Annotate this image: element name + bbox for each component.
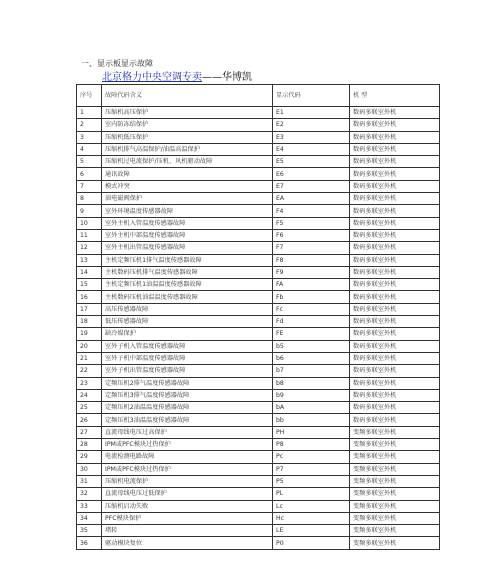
cell-meaning: 定频压机3排气温度传感器故障 bbox=[102, 389, 273, 401]
table-row bbox=[77, 291, 440, 303]
cell-display-code: P8 bbox=[273, 439, 350, 451]
cell-display-code: F8 bbox=[273, 254, 350, 266]
cell-display-code: PH bbox=[273, 426, 350, 438]
cell-index: 9 bbox=[77, 205, 102, 217]
table-row bbox=[77, 500, 440, 512]
cell-meaning: 主机定频压机1油温温度传感器故障 bbox=[102, 279, 273, 291]
cell-display-code: Fb bbox=[273, 291, 350, 303]
cell-index: 6 bbox=[77, 168, 102, 180]
cell-model: 变频多联室外机 bbox=[350, 537, 440, 549]
cell-display-code: P0 bbox=[273, 537, 350, 549]
cell-model: 数码多联室外机 bbox=[350, 205, 440, 217]
cell-meaning: 驱动模块复位 bbox=[102, 537, 273, 549]
table-row bbox=[77, 340, 440, 352]
cell-display-code: E7 bbox=[273, 180, 350, 192]
cell-index: 11 bbox=[77, 229, 102, 241]
cell-meaning: 室外环境温度传感器故障 bbox=[102, 205, 273, 217]
table-row bbox=[77, 217, 440, 229]
cell-display-code: b6 bbox=[273, 352, 350, 364]
cell-index: 13 bbox=[77, 254, 102, 266]
cell-index: 30 bbox=[77, 463, 102, 475]
cell-meaning: 直流母线电压过高保护 bbox=[102, 426, 273, 438]
cell-model: 数码多联室外机 bbox=[350, 340, 440, 352]
cell-index: 8 bbox=[77, 193, 102, 205]
cell-index: 29 bbox=[77, 451, 102, 463]
cell-index: 33 bbox=[77, 500, 102, 512]
author-name: ——华博凯 bbox=[202, 72, 252, 83]
cell-model: 数码多联室外机 bbox=[350, 180, 440, 192]
cell-meaning: 压缩机高压保护 bbox=[102, 107, 273, 119]
cell-meaning: 室外主机入管温度传感器故障 bbox=[102, 217, 273, 229]
cell-model: 变频多联室外机 bbox=[350, 488, 440, 500]
cell-meaning: 低压传感器故障 bbox=[102, 316, 273, 328]
cell-model: 数码多联室外机 bbox=[350, 303, 440, 315]
cell-meaning: 压缩机启动失败 bbox=[102, 500, 273, 512]
cell-index: 3 bbox=[77, 131, 102, 143]
cell-model: 数码多联室外机 bbox=[350, 193, 440, 205]
cell-index: 24 bbox=[77, 389, 102, 401]
table-row bbox=[77, 439, 440, 451]
table-row bbox=[77, 377, 440, 389]
cell-index: 4 bbox=[77, 143, 102, 155]
cell-display-code: E2 bbox=[273, 119, 350, 131]
table-row bbox=[77, 180, 440, 192]
cell-index: 35 bbox=[77, 525, 102, 537]
cell-model: 数码多联室外机 bbox=[350, 389, 440, 401]
cell-model: 变频多联室外机 bbox=[350, 451, 440, 463]
cell-index: 32 bbox=[77, 488, 102, 500]
table-row bbox=[77, 254, 440, 266]
cell-meaning: 室外子机中部温度传感器故障 bbox=[102, 352, 273, 364]
cell-meaning: 压缩机过电流保护/压机、风机驱动故障 bbox=[102, 156, 273, 168]
cell-display-code: E1 bbox=[273, 107, 350, 119]
fault-code-table bbox=[76, 84, 440, 550]
table-row bbox=[77, 426, 440, 438]
cell-meaning: IPM或PFC模块过热保护 bbox=[102, 463, 273, 475]
cell-meaning: 定频压机2油温温度传感器故障 bbox=[102, 402, 273, 414]
cell-index: 22 bbox=[77, 365, 102, 377]
cell-meaning: 定频压机3油温温度传感器故障 bbox=[102, 414, 273, 426]
cell-meaning: 高压传感器故障 bbox=[102, 303, 273, 315]
cell-display-code: Fd bbox=[273, 316, 350, 328]
cell-meaning: 缺冷媒保护 bbox=[102, 328, 273, 340]
cell-display-code: E5 bbox=[273, 156, 350, 168]
cell-display-code: PL bbox=[273, 488, 350, 500]
cell-model: 数码多联室外机 bbox=[350, 119, 440, 131]
table-row bbox=[77, 242, 440, 254]
store-link[interactable]: 北京格力中央空调专卖 bbox=[102, 72, 202, 83]
cell-meaning: 压缩机电流保护 bbox=[102, 475, 273, 487]
table-row bbox=[77, 266, 440, 278]
table-row bbox=[77, 512, 440, 524]
cell-model: 数码多联室外机 bbox=[350, 328, 440, 340]
table-row bbox=[77, 168, 440, 180]
cell-index: 1 bbox=[77, 107, 102, 119]
cell-index: 20 bbox=[77, 340, 102, 352]
table-row bbox=[77, 389, 440, 401]
cell-model: 数码多联室外机 bbox=[350, 229, 440, 241]
cell-index: 18 bbox=[77, 316, 102, 328]
cell-model: 变频多联室外机 bbox=[350, 500, 440, 512]
cell-display-code: Lc bbox=[273, 500, 350, 512]
cell-model: 数码多联室外机 bbox=[350, 377, 440, 389]
table-row bbox=[77, 402, 440, 414]
table-row bbox=[77, 119, 440, 131]
cell-model: 数码多联室外机 bbox=[350, 352, 440, 364]
cell-display-code: E3 bbox=[273, 131, 350, 143]
cell-display-code: EA bbox=[273, 193, 350, 205]
cell-index: 28 bbox=[77, 439, 102, 451]
cell-display-code: Pc bbox=[273, 451, 350, 463]
cell-model: 变频多联室外机 bbox=[350, 475, 440, 487]
cell-display-code: b8 bbox=[273, 377, 350, 389]
table-row bbox=[77, 303, 440, 315]
table-row bbox=[77, 525, 440, 537]
cell-meaning: 模式冲突 bbox=[102, 180, 273, 192]
cell-model: 变频多联室外机 bbox=[350, 525, 440, 537]
cell-meaning: 定频压机2排气温度传感器故障 bbox=[102, 377, 273, 389]
cell-index: 12 bbox=[77, 242, 102, 254]
cell-index: 27 bbox=[77, 426, 102, 438]
cell-meaning: 主机数码压机排气温度传感器故障 bbox=[102, 266, 273, 278]
header-display-code: 显示代码 bbox=[273, 85, 350, 107]
cell-index: 10 bbox=[77, 217, 102, 229]
cell-model: 变频多联室外机 bbox=[350, 463, 440, 475]
cell-model: 数码多联室外机 bbox=[350, 266, 440, 278]
cell-model: 数码多联室外机 bbox=[350, 156, 440, 168]
cell-model: 数码多联室外机 bbox=[350, 291, 440, 303]
cell-model: 数码多联室外机 bbox=[350, 414, 440, 426]
cell-index: 5 bbox=[77, 156, 102, 168]
cell-display-code: bb bbox=[273, 414, 350, 426]
cell-meaning: 油电磁阀保护 bbox=[102, 193, 273, 205]
cell-meaning: 通讯故障 bbox=[102, 168, 273, 180]
cell-index: 26 bbox=[77, 414, 102, 426]
cell-model: 数码多联室外机 bbox=[350, 242, 440, 254]
table-row bbox=[77, 463, 440, 475]
cell-model: 数码多联室外机 bbox=[350, 217, 440, 229]
cell-index: 2 bbox=[77, 119, 102, 131]
cell-index: 36 bbox=[77, 537, 102, 549]
cell-index: 31 bbox=[77, 475, 102, 487]
table-row bbox=[77, 475, 440, 487]
cell-meaning: 室外子机出管温度传感器故障 bbox=[102, 365, 273, 377]
section-heading: 一、显示板显示故障 bbox=[81, 59, 153, 68]
cell-display-code: FE bbox=[273, 328, 350, 340]
cell-meaning: 室外主机出管温度传感器故障 bbox=[102, 242, 273, 254]
cell-meaning: 主机数码压机油温温度传感器故障 bbox=[102, 291, 273, 303]
cell-index: 23 bbox=[77, 377, 102, 389]
cell-model: 数码多联室外机 bbox=[350, 279, 440, 291]
table-row bbox=[77, 414, 440, 426]
cell-meaning: 直流母线电压过低保护 bbox=[102, 488, 273, 500]
table-row bbox=[77, 205, 440, 217]
cell-index: 16 bbox=[77, 291, 102, 303]
cell-display-code: Fc bbox=[273, 303, 350, 315]
table-row bbox=[77, 365, 440, 377]
cell-meaning: 堵转 bbox=[102, 525, 273, 537]
cell-display-code: Hc bbox=[273, 512, 350, 524]
header-model: 机 型 bbox=[350, 85, 440, 107]
cell-model: 数码多联室外机 bbox=[350, 316, 440, 328]
table-row bbox=[77, 328, 440, 340]
cell-index: 14 bbox=[77, 266, 102, 278]
cell-model: 数码多联室外机 bbox=[350, 131, 440, 143]
cell-model: 变频多联室外机 bbox=[350, 512, 440, 524]
cell-index: 21 bbox=[77, 352, 102, 364]
table-row bbox=[77, 352, 440, 364]
table-row bbox=[77, 107, 440, 119]
cell-display-code: E6 bbox=[273, 168, 350, 180]
cell-model: 数码多联室外机 bbox=[350, 107, 440, 119]
table-row bbox=[77, 131, 440, 143]
cell-model: 数码多联室外机 bbox=[350, 365, 440, 377]
cell-display-code: FA bbox=[273, 279, 350, 291]
cell-meaning: 电流检测电路故障 bbox=[102, 451, 273, 463]
cell-model: 变频多联室外机 bbox=[350, 426, 440, 438]
cell-display-code: F7 bbox=[273, 242, 350, 254]
header-index: 序号 bbox=[77, 85, 102, 107]
cell-display-code: F6 bbox=[273, 229, 350, 241]
cell-display-code: b7 bbox=[273, 365, 350, 377]
cell-display-code: b9 bbox=[273, 389, 350, 401]
cell-index: 7 bbox=[77, 180, 102, 192]
cell-display-code: LE bbox=[273, 525, 350, 537]
cell-model: 变频多联室外机 bbox=[350, 439, 440, 451]
cell-model: 数码多联室外机 bbox=[350, 168, 440, 180]
table-row bbox=[77, 279, 440, 291]
table-row bbox=[77, 143, 440, 155]
cell-meaning: 主机定频压机1排气温度传感器故障 bbox=[102, 254, 273, 266]
cell-meaning: 压缩机排气高温保护/油温高温保护 bbox=[102, 143, 273, 155]
header-meaning: 故障代码含义 bbox=[102, 85, 273, 107]
table-row bbox=[77, 156, 440, 168]
table-row bbox=[77, 537, 440, 549]
cell-display-code: P7 bbox=[273, 463, 350, 475]
cell-model: 数码多联室外机 bbox=[350, 402, 440, 414]
table-body bbox=[77, 107, 440, 550]
cell-meaning: 室内防冻结保护 bbox=[102, 119, 273, 131]
cell-display-code: P5 bbox=[273, 475, 350, 487]
cell-meaning: 压缩机低压保护 bbox=[102, 131, 273, 143]
cell-display-code: F9 bbox=[273, 266, 350, 278]
cell-index: 34 bbox=[77, 512, 102, 524]
document-subtitle bbox=[102, 72, 252, 84]
table-row bbox=[77, 488, 440, 500]
cell-model: 数码多联室外机 bbox=[350, 143, 440, 155]
cell-meaning: 室外主机中部温度传感器故障 bbox=[102, 229, 273, 241]
cell-model: 数码多联室外机 bbox=[350, 254, 440, 266]
cell-display-code: F5 bbox=[273, 217, 350, 229]
table-row bbox=[77, 316, 440, 328]
cell-meaning: 室外子机入管温度传感器故障 bbox=[102, 340, 273, 352]
cell-index: 17 bbox=[77, 303, 102, 315]
cell-index: 15 bbox=[77, 279, 102, 291]
cell-meaning: IPM或PFC模块过热保护 bbox=[102, 439, 273, 451]
table-row bbox=[77, 193, 440, 205]
cell-display-code: F4 bbox=[273, 205, 350, 217]
cell-index: 19 bbox=[77, 328, 102, 340]
table-header-row bbox=[77, 85, 440, 107]
cell-display-code: E4 bbox=[273, 143, 350, 155]
cell-meaning: PFC模块保护 bbox=[102, 512, 273, 524]
cell-display-code: b5 bbox=[273, 340, 350, 352]
table-row bbox=[77, 451, 440, 463]
cell-display-code: bA bbox=[273, 402, 350, 414]
table-row bbox=[77, 229, 440, 241]
cell-index: 25 bbox=[77, 402, 102, 414]
